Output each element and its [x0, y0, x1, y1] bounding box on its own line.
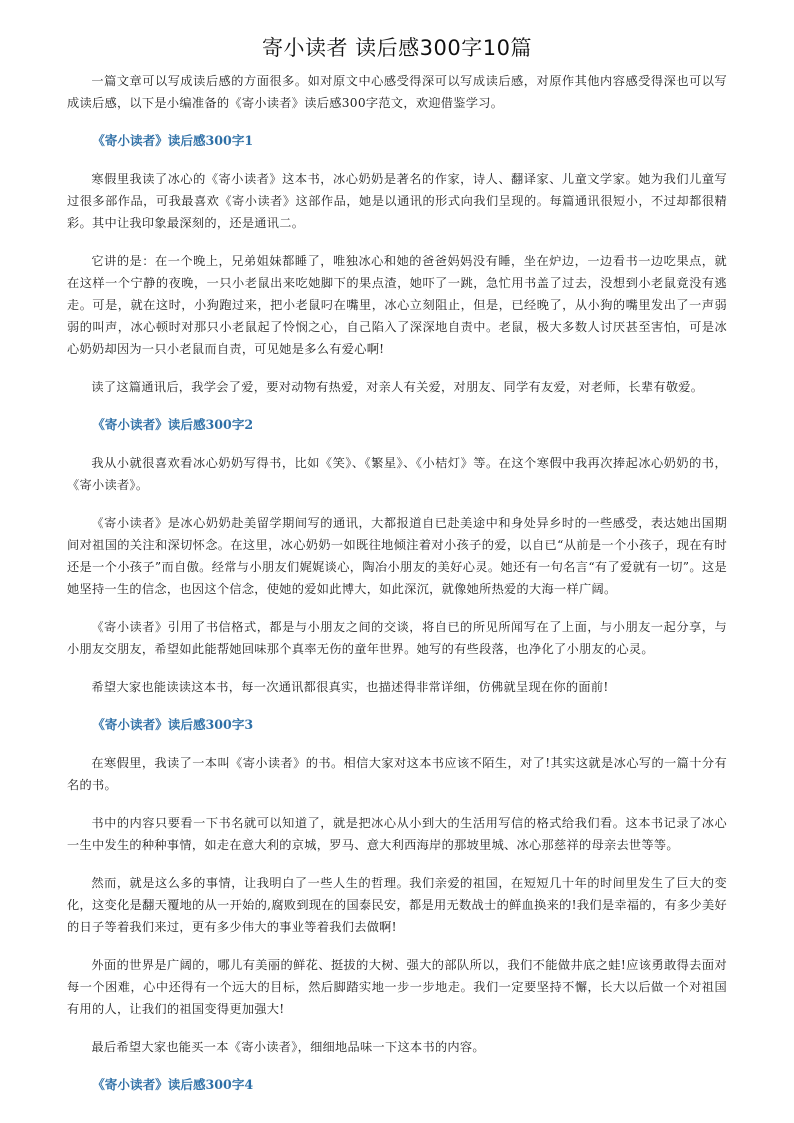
- paragraph: 它讲的是：在一个晚上，兄弟姐妹都睡了，唯独冰心和她的爸爸妈妈没有睡，坐在炉边，一边看书一边吃果点，就在这样一个宁静的夜晚，一只小老鼠出来吃她脚下的果点渣，她吓了一跳，急忙用书盖了过去，没想到小老鼠竟没有逃走。可是，就在这时，小狗跑过来，把小老鼠叼在嘴里，冰心立刻阻止，但是，已经晚了，从小狗的嘴里发出了一声弱弱的叫声，冰心顿时对那只小老鼠起了怜悯之心，自己陷入了深深地自责中。老鼠，极大多数人讨厌甚至害怕，可是冰心奶奶却因为一只小老鼠而自责，可见她是多么有爱心啊!: [67, 254, 727, 356]
- article-body: [67, 70, 727, 1112]
- paragraph: 希望大家也能读读这本书，每一次通讯都很真实，也描述得非常详细，仿佛就呈现在你的面前!: [91, 680, 609, 694]
- intro-paragraph: 一篇文章可以写成读后感的方面很多。如对原文中心感受得深可以写成读后感，对原作其他内容感受得深也可以写成读后感，以下是小编准备的《寄小读者》读后感300字范文，欢迎借鉴学习。: [67, 74, 727, 110]
- section-heading-4: 《寄小读者》读后感300字4: [92, 1077, 254, 1092]
- paragraph: 外面的世界是广阔的，哪儿有美丽的鲜花、挺拔的大树、强大的部队所以，我们不能做井底之蛙!应该勇敢得去面对每一个困难，心中还得有一个远大的目标，然后脚踏实地一步一步地走。我们一定要坚持不懈，长大以后做一个对祖国有用的人，让我们的祖国变得更加强大!: [67, 958, 727, 1016]
- section-heading-1: 《寄小读者》读后感300字1: [92, 133, 254, 148]
- paragraph: 在寒假里，我读了一本叫《寄小读者》的书。相信大家对这本书应该不陌生，对了!其实这就是冰心写的一篇十分有名的书。: [67, 756, 727, 792]
- section-heading-2: 《寄小读者》读后感300字2: [92, 417, 254, 432]
- paragraph: 书中的内容只要看一下书名就可以知道了，就是把冰心从小到大的生活用写信的格式给我们看。这本书记录了冰心一生中发生的种种事情，如走在意大利的京城，罗马、意大利西海岸的那坡里城、冰心那慈祥的母亲去世等等。: [67, 816, 727, 852]
- paragraph: 读了这篇通讯后，我学会了爱，要对动物有热爱，对亲人有关爱，对朋友、同学有友爱，对老师，长辈有敬爱。: [91, 380, 704, 394]
- section-heading-3: 《寄小读者》读后感300字3: [92, 717, 254, 732]
- paragraph: 最后希望大家也能买一本《寄小读者》，细细地品味一下这本书的内容。: [91, 1040, 485, 1054]
- paragraph: 《寄小读者》是冰心奶奶赴美留学期间写的通讯，大都报道自已赴美途中和身处异乡时的一些感受，表达她出国期间对祖国的关注和深切怀念。在这里，冰心奶奶一如既往地倾注着对小孩子的爱，以自已“从前是一个小孩子，现在有时还是一个小孩子”而自傲。经常与小朋友们娓娓谈心，陶冶小朋友的美好心灵。她还有一句名言“有了爱就有一切”。这是她坚持一生的信念，也因这个信念，使她的爱如此博大，如此深沉，就像她所热爱的大海一样广阔。: [67, 516, 727, 596]
- paragraph: 我从小就很喜欢看冰心奶奶写得书，比如《笑》、《繁星》、《小桔灯》等。在这个寒假中我再次捧起冰心奶奶的书，《寄小读者》。: [67, 456, 727, 492]
- paragraph: 然而，就是这么多的事情，让我明白了一些人生的哲理。我们亲爱的祖国，在短短几十年的时间里发生了巨大的变化，这变化是翻天覆地的从一开始的,腐败到现在的国泰民安，都是用无数战士的鲜血换来的!我们是幸福的，有多少美好的日子等着我们来过，更有多少伟大的事业等着我们去做啊!: [67, 876, 727, 934]
- paragraph: 寒假里我读了冰心的《寄小读者》这本书，冰心奶奶是著名的作家，诗人、翻译家、儿童文学家。她为我们儿童写过很多部作品，可我最喜欢《寄小读者》这部作品，她是以通讯的形式向我们呈现的。每篇通讯很短小，不过却都很精彩。其中让我印象最深刻的，还是通讯二。: [67, 172, 727, 230]
- page-title: 寄小读者 读后感300字10篇: [262, 36, 532, 60]
- paragraph: 《寄小读者》引用了书信格式，都是与小朋友之间的交谈，将自已的所见所闻写在了上面，与小朋友一起分享，与小朋友交朋友，希望如此能帮她回味那个真率无伤的童年世界。她写的有些段落，也净化了小朋友的心灵。: [67, 620, 727, 656]
